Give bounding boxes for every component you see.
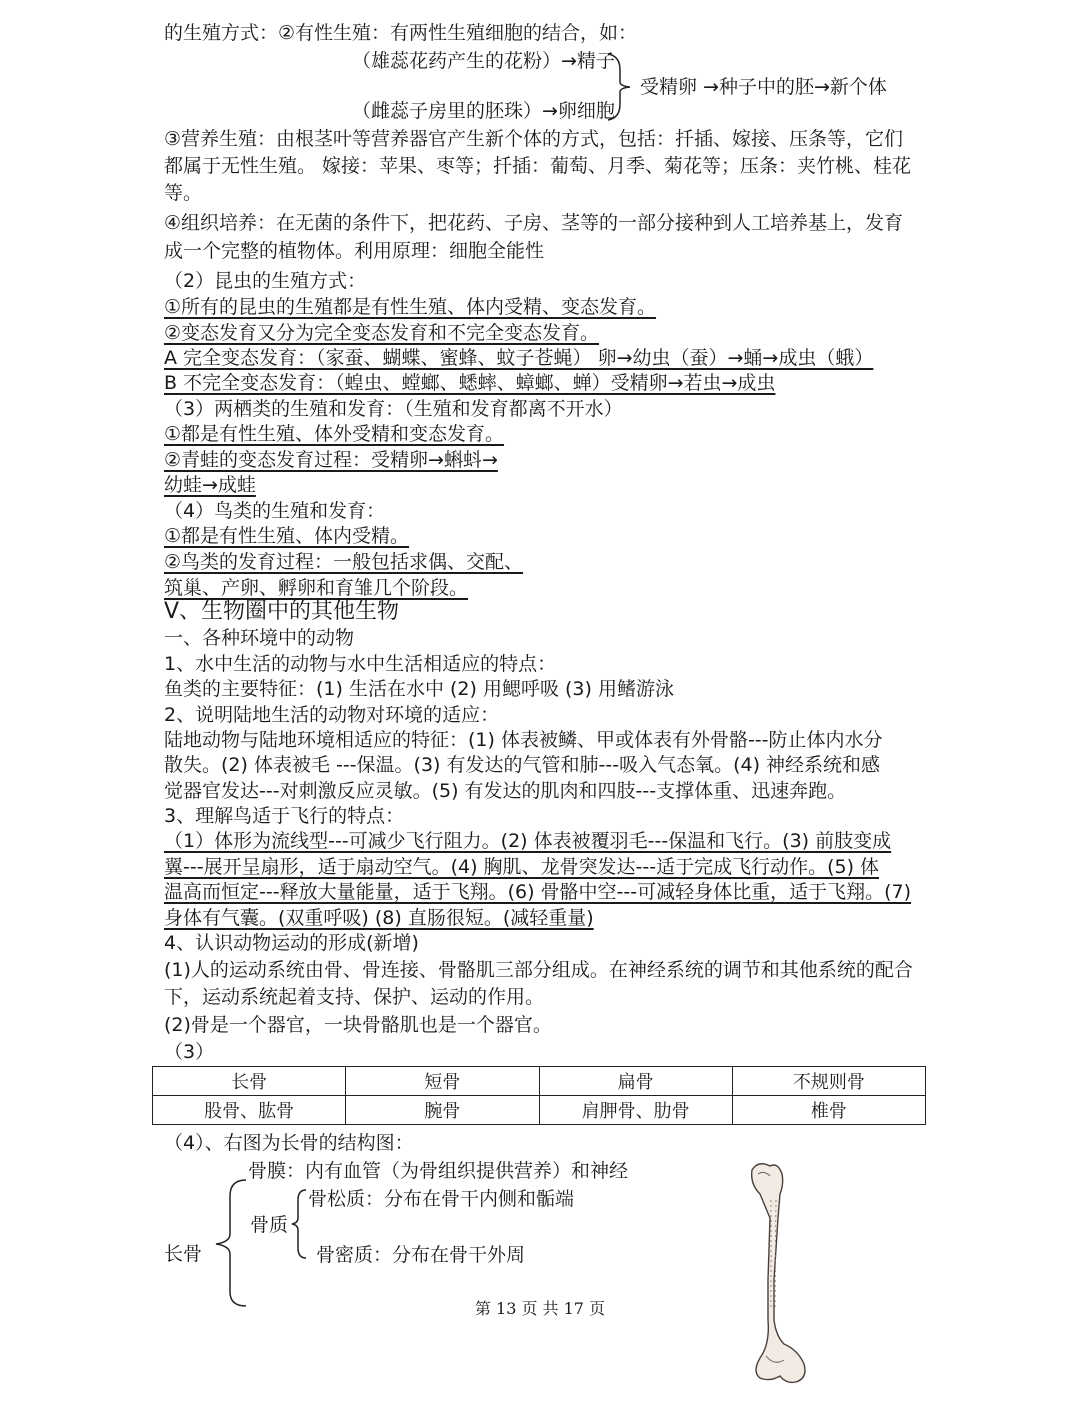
text-line: 的生殖方式：②有性生殖：有两性生殖细胞的结合，如：: [164, 22, 638, 44]
text-line: （3）: [164, 1041, 215, 1063]
subheading: （4）、右图为长骨的结构图：: [164, 1132, 414, 1154]
text-line: 下，运动系统起着支持、保护、运动的作用。: [164, 986, 545, 1008]
table-cell: 椎骨: [732, 1096, 925, 1125]
diagram-root: 长骨: [164, 1243, 203, 1265]
table-header-cell: 扁骨: [539, 1067, 732, 1096]
text-line: 散失。(2) 体表被毛 ---保温。(3) 有发达的气管和肺---吸入气态氧。(4) 神经系统和感: [164, 754, 881, 776]
left-brace: [210, 1178, 250, 1310]
right-brace: [606, 52, 636, 122]
table-cell: 肩胛骨、肋骨: [539, 1096, 732, 1125]
text-line: ①都是有性生殖、体内受精。: [164, 525, 410, 547]
question-heading: 1、水中生活的动物与水中生活相适应的特点：: [164, 653, 557, 675]
text-line: B 不完全变态发育：（蝗虫、螳螂、蟋蟀、蟑螂、蝉）受精卵→若虫→成虫: [164, 372, 776, 394]
left-brace: [290, 1188, 310, 1260]
text-line: 鱼类的主要特征：(1) 生活在水中 (2) 用鳃呼吸 (3) 用鳍游泳: [164, 678, 674, 700]
text-line: 陆地动物与陆地环境相适应的特征：(1) 体表被鳞、甲或体表有外骨骼---防止体内水分: [164, 729, 883, 751]
text-line: ②变态发育又分为完全变态发育和不完全变态发育。: [164, 322, 600, 344]
bone-type-table: [152, 1066, 926, 1125]
text-line: （雄蕊花药产生的花粉）→精子: [352, 50, 615, 72]
table-header-cell: 长骨: [153, 1067, 346, 1096]
page-footer: 第 13 页 共 17 页: [474, 1299, 606, 1318]
text-line: （雌蕊子房里的胚珠）→卵细胞: [352, 100, 615, 122]
text-line: 等。: [164, 182, 203, 204]
text-line: 都属于无性生殖。 嫁接：苹果、枣等；扦插：葡萄、月季、菊花等；压条：夹竹桃、桂花: [164, 155, 912, 177]
subheading: 一、各种环境中的动物: [164, 627, 355, 649]
table-cell: 股骨、肱骨: [153, 1096, 346, 1125]
text-line: (1)人的运动系统由骨、骨连接、骨骼肌三部分组成。在神经系统的调节和其他系统的配合: [164, 959, 913, 981]
text-line: 骨松质：分布在骨干内侧和骺端: [308, 1188, 575, 1210]
chapter-heading: Ⅴ、生物圈中的其他生物: [164, 599, 400, 624]
text-line: ③营养生殖：由根茎叶等营养器官产生新个体的方式，包括：扦插、嫁接、压条等，它们: [164, 128, 904, 150]
text-line: A 完全变态发育：（家蚕、蝴蝶、蜜蜂、蚊子苍蝇） 卵→幼虫（蚕）→蛹→成虫（蛾）: [164, 347, 874, 369]
text-line: 翼---展开呈扇形，适于扇动空气。(4) 胸肌、龙骨突发达---适于完成飞行动作。(5) 体: [164, 856, 880, 878]
text-line: 觉器官发达---对刺激反应灵敏。(5) 有发达的肌肉和四肢---支撑体重、迅速奔跑。: [164, 780, 847, 802]
text-line: 受精卵 →种子中的胚→新个体: [640, 76, 887, 98]
question-heading: 3、理解鸟适于飞行的特点：: [164, 805, 405, 827]
table-header-row: [153, 1067, 926, 1096]
section-title: （2）昆虫的生殖方式：: [164, 270, 367, 292]
section-title: （3）两栖类的生殖和发育：（生殖和发育都离不开水）: [164, 398, 623, 420]
question-heading: 2、说明陆地生活的动物对环境的适应：: [164, 704, 500, 726]
question-heading: 4、认识动物运动的形成(新增): [164, 932, 419, 954]
text-line: 骨密质：分布在骨干外周: [316, 1244, 526, 1266]
table-cell: 腕骨: [346, 1096, 539, 1125]
table-header-cell: 不规则骨: [732, 1067, 925, 1096]
text-line: ④组织培养：在无菌的条件下，把花药、子房、茎等的一部分接种到人工培养基上，发育: [164, 212, 904, 234]
text-line: ①所有的昆虫的生殖都是有性生殖、体内受精、变态发育。: [164, 296, 657, 318]
text-line: ②鸟类的发育过程：一般包括求偶、交配、: [164, 551, 524, 573]
text-line: ①都是有性生殖、体外受精和变态发育。: [164, 423, 505, 445]
section-title: （4）鸟类的生殖和发育：: [164, 500, 386, 522]
diagram-node: 骨质: [250, 1214, 289, 1236]
text-line: 身体有气囊。(双重呼吸) (8) 直肠很短。(减轻重量): [164, 907, 594, 929]
text-line: 幼蛙→成蛙: [164, 474, 256, 496]
table-header-cell: 短骨: [346, 1067, 539, 1096]
table-row: [153, 1096, 926, 1125]
text-line: 筑巢、产卵、孵卵和育雏几个阶段。: [164, 577, 469, 599]
text-line: 成一个完整的植物体。利用原理：细胞全能性: [164, 240, 545, 262]
text-line: （1）体形为流线型---可减少飞行阻力。(2) 体表被覆羽毛---保温和飞行。(3) 前肢变成: [164, 830, 892, 852]
text-line: ②青蛙的变态发育过程：受精卵→蝌蚪→: [164, 449, 498, 471]
text-line: 骨膜：内有血管（为骨组织提供营养）和神经: [248, 1160, 629, 1182]
text-line: 温高而恒定---释放大量能量，适于飞翔。(6) 骨骼中空---可减轻身体比重，适于飞翔。(7): [164, 881, 912, 903]
text-line: (2)骨是一个器官，一块骨骼肌也是一个器官。: [164, 1014, 552, 1036]
femur-illustration: [740, 1160, 840, 1388]
